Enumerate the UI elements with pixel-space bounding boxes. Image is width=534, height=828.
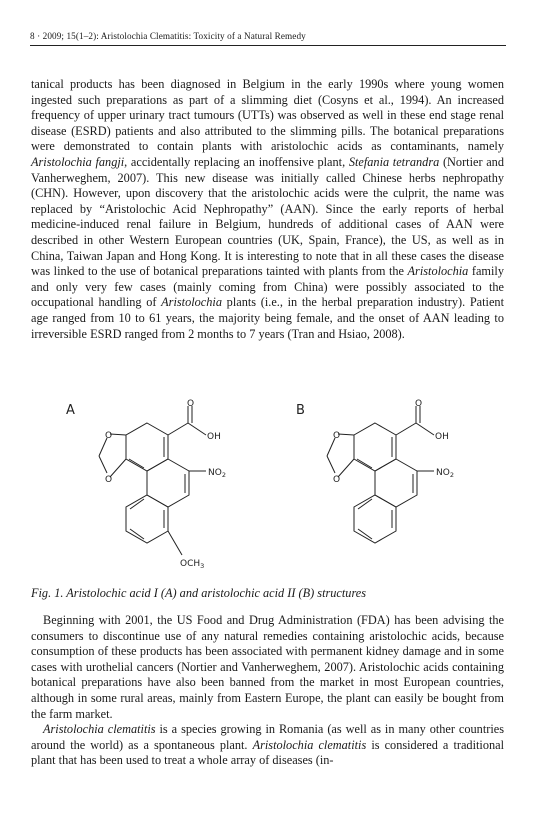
atom-o-dioxole-bottom-a: O — [105, 475, 113, 485]
body-text-top — [31, 77, 504, 342]
text-run: (Nortier and Vanherweghem, 2007). This new disease was initially called Chinese herbs nephropathy (CHN). However, upon discovery that the aristolochic acids were the culprit, the name was replaced by “Aristolochic Acid Nephropathy” (AAN). Since the early reports of herbal medicine-induced renal failure in Belgium, hundreds of additional cases of AAN were described in other Western European countries (UK, Spain, France), the US, as well as in China, Taiwan Japan and Hong Kong. It is interesting to note that in all these cases the disease was linked to the use of botanical preparations tainted with plants from the — [31, 154, 504, 279]
italic-term: Aristolochia clematitis — [43, 722, 156, 737]
text-run: , accidentally replacing an inoffensive plant, — [124, 154, 349, 169]
atom-o-carbonyl-a: O — [187, 399, 195, 409]
figure-1 — [54, 398, 474, 576]
text-run: tanical products has been diagnosed in Belgium in the early 1990s where young women ingested such preparations as part of a slimming diet (Cosyns et al., 1994). An increased frequency of upper urinary tract tumours (UTTs) was observed as well in these end stage renal disease (ESRD) patients and also attributed to the slimming pills. The botanical preparations were demonstrated to contain plants with aristolochic acids as contaminants, namely — [31, 77, 504, 154]
italic-term: Stefania tetrandra — [348, 154, 440, 169]
figure-caption: Fig. 1. Aristolochic acid I (A) and aristolochic acid II (B) structures — [31, 586, 367, 600]
atom-o-carbonyl-b: O — [415, 399, 423, 409]
atom-och3-a: $OCH_3$ — [180, 559, 205, 570]
paragraph-1 — [31, 77, 504, 342]
body-text-bottom — [31, 613, 504, 769]
text-run: family and only very few cases (mainly coming from China) were possibly associated to the occupational handling of — [31, 264, 504, 310]
atom-o-dioxole-bottom-b: O — [333, 475, 341, 485]
header-rule — [30, 45, 506, 46]
atom-oh-a: OH — [207, 432, 221, 442]
text-run: is a species growing in Romania (as well as in many other countries around the world) as a spontaneous plant. — [31, 722, 504, 752]
text-run: plants (i.e., in the herbal preparation industry). Patient age ranged from 10 to 61 years, the majority being female, and the onset of AAN leading to irreversible ESRD ranged from 2 months to 7 years (Tran and Hsiao, 2008). — [31, 295, 504, 341]
atom-oh-b: OH — [435, 432, 449, 442]
chemical-structures — [54, 398, 474, 576]
italic-term: Aristolochia clematitis — [252, 737, 367, 752]
atom-no2-b: $NO_2$ — [436, 468, 454, 479]
text-run: Beginning with 2001, the US Food and Drug Administration (FDA) has been advising the consumers to discontinue use of any natural remedies containing aristolochic acids, because consumption of these products has been associated with permanent kidney damage and in some cases with urothelial cancers (Nortier and Vanherweghem, 2007). Aristolochic acids containing botanical preparations have also been banned from the market in most European countries, although in some rural areas, mainly from Eastern Europe, the plant can easily be bought from the farm market. — [31, 613, 504, 721]
atom-o-dioxole-top-b: O — [333, 431, 341, 441]
atom-o-dioxole-top-a: O — [105, 431, 113, 441]
structure-b — [327, 406, 434, 543]
label-a: A — [66, 403, 75, 418]
italic-term: Aristolochia fangji — [31, 154, 125, 169]
atom-no2-a: $NO_2$ — [208, 468, 226, 479]
structure-a — [99, 406, 206, 555]
italic-term: Aristolochia — [161, 295, 222, 310]
paragraph-3 — [31, 722, 504, 769]
paragraph-2 — [31, 613, 504, 722]
running-head: 8 · 2009; 15(1–2): Aristolochia Clematitis: Toxicity of a Natural Remedy — [30, 31, 306, 41]
italic-term: Aristolochia — [407, 264, 469, 279]
text-run: is considered a traditional plant that has been used to treat a whole array of diseases (in- — [31, 737, 504, 768]
label-b: B — [296, 403, 305, 418]
